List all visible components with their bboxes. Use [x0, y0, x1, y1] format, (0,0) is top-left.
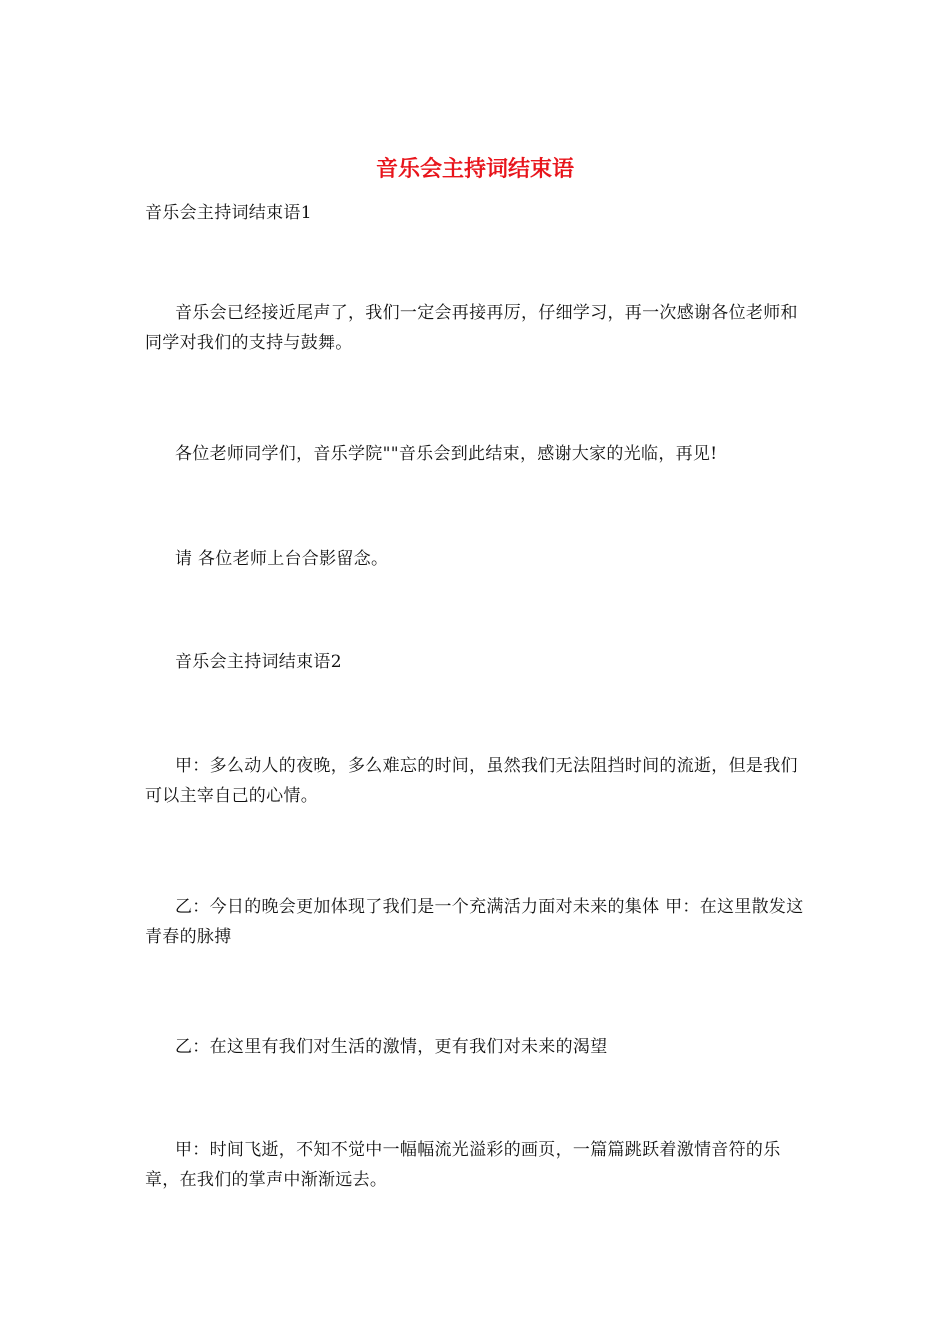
paragraph-farewell: 各位老师同学们，音乐学院""音乐会到此结束，感谢大家的光临，再见!	[175, 444, 718, 464]
section-heading-2: 音乐会主持词结束语2	[175, 652, 342, 672]
paragraph-host-a-1: 甲：多么动人的夜晚，多么难忘的时间，虽然我们无法阻挡时间的流逝，但是我们可以主宰自己的心情。	[145, 756, 798, 806]
section-heading-1: 音乐会主持词结束语1	[145, 203, 312, 223]
paragraph-host-b-1: 乙：今日的晚会更加体现了我们是一个充满活力面对未来的集体 甲：在这里散发这青春的脉搏	[145, 897, 804, 947]
paragraph-group-photo: 请 各位老师上台合影留念。	[175, 549, 389, 569]
document-title: 音乐会主持词结束语	[375, 156, 574, 182]
paragraph-host-b-2: 乙：在这里有我们对生活的激情，更有我们对未来的渴望	[175, 1037, 608, 1057]
paragraph-closing-thanks: 音乐会已经接近尾声了，我们一定会再接再厉，仔细学习，再一次感谢各位老师和同学对我们的支持与鼓舞。	[145, 303, 798, 353]
paragraph-host-a-2: 甲：时间飞逝，不知不觉中一幅幅流光溢彩的画页，一篇篇跳跃着激情音符的乐章，在我们的掌声中渐渐远去。	[145, 1140, 781, 1190]
